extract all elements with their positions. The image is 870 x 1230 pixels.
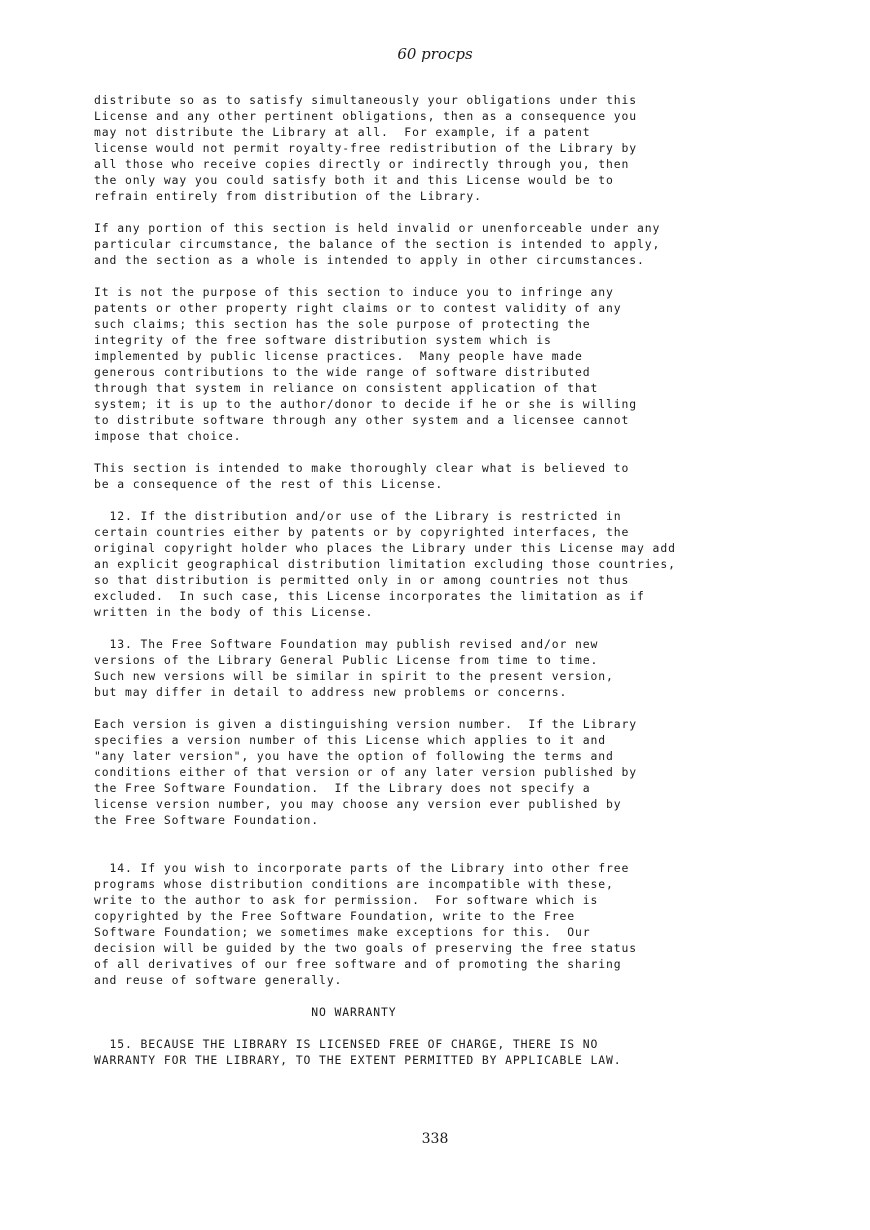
paragraph-invalid-portion: If any portion of this section is held invalid or unenforceable under any particular circumstance, the balance of the section is intended to apply, and the section as a whole is intended to apply in other circumstances. [94,221,661,267]
paragraph-section-13: 13. The Free Software Foundation may publish revised and/or new versions of the Library General Public License from time to time. Such new versions will be similar in spirit to the present version, but may differ in detail to address new problems or concerns. [94,637,614,699]
paragraph-section-14: 14. If you wish to incorporate parts of the Library into other free programs whose distribution conditions are incompatible with these, write to the author to ask for permission. For software which is copyrighted by the Free Software Foundation, write to the Free Software Foundation; we sometimes make exceptions for this. Our decision will be guided by the two goals of preserving the free status of all derivatives of our free software and of promoting the sharing and reuse of software generally. [94,861,638,987]
paragraph-distribution-obligations: distribute so as to satisfy simultaneously your obligations under this License and any other pertinent obligations, then as a consequence you may not distribute the Library at all. For example, if a patent license would not permit royalty-free redistribution of the Library by all those who receive copies directly or indirectly through you, then the only way you could satisfy both it and this License would be to refrain entirely from distribution of the Library. [94,93,638,203]
paragraph-consequence: This section is intended to make thoroughly clear what is believed to be a consequence of the rest of this License. [94,461,630,491]
section-heading-no-warranty: NO WARRANTY [94,1005,397,1019]
paragraph-section-15: 15. BECAUSE THE LIBRARY IS LICENSED FREE OF CHARGE, THERE IS NO WARRANTY FOR THE LIBRARY, TO THE EXTENT PERMITTED BY APPLICABLE LAW. [94,1037,622,1067]
page-number: 338 [421,1131,449,1147]
paragraph-section-12: 12. If the distribution and/or use of the Library is restricted in certain countries either by patents or by copyrighted interfaces, the original copyright holder who places the Library under this License may add an explicit geographical distribution limitation excluding those countries, so that distribution is permitted only in or among countries not thus excluded. In such case, this License incorporates the limitation as if written in the body of this License. [94,509,676,619]
document-body [94,92,794,1084]
paragraph-version-number: Each version is given a distinguishing version number. If the Library specifies a version number of this License which applies to it and "any later version", you have the option of following the terms and conditions either of that version or of any later version published by the Free Software Foundation. If the Library does not specify a license version number, you may choose any version ever published by the Free Software Foundation. [94,717,638,827]
paragraph-purpose-of-section: It is not the purpose of this section to induce you to infringe any patents or other property right claims or to contest validity of any such claims; this section has the sole purpose of protecting the integrity of the free software distribution system which is implemented by public license practices. Many people have made generous contributions to the wide range of software distributed through that system in reliance on consistent application of that system; it is up to the author/donor to decide if he or she is willing to distribute software through any other system and a licensee cannot impose that choice. [94,285,638,443]
running-header: 60 procps [397,45,473,63]
